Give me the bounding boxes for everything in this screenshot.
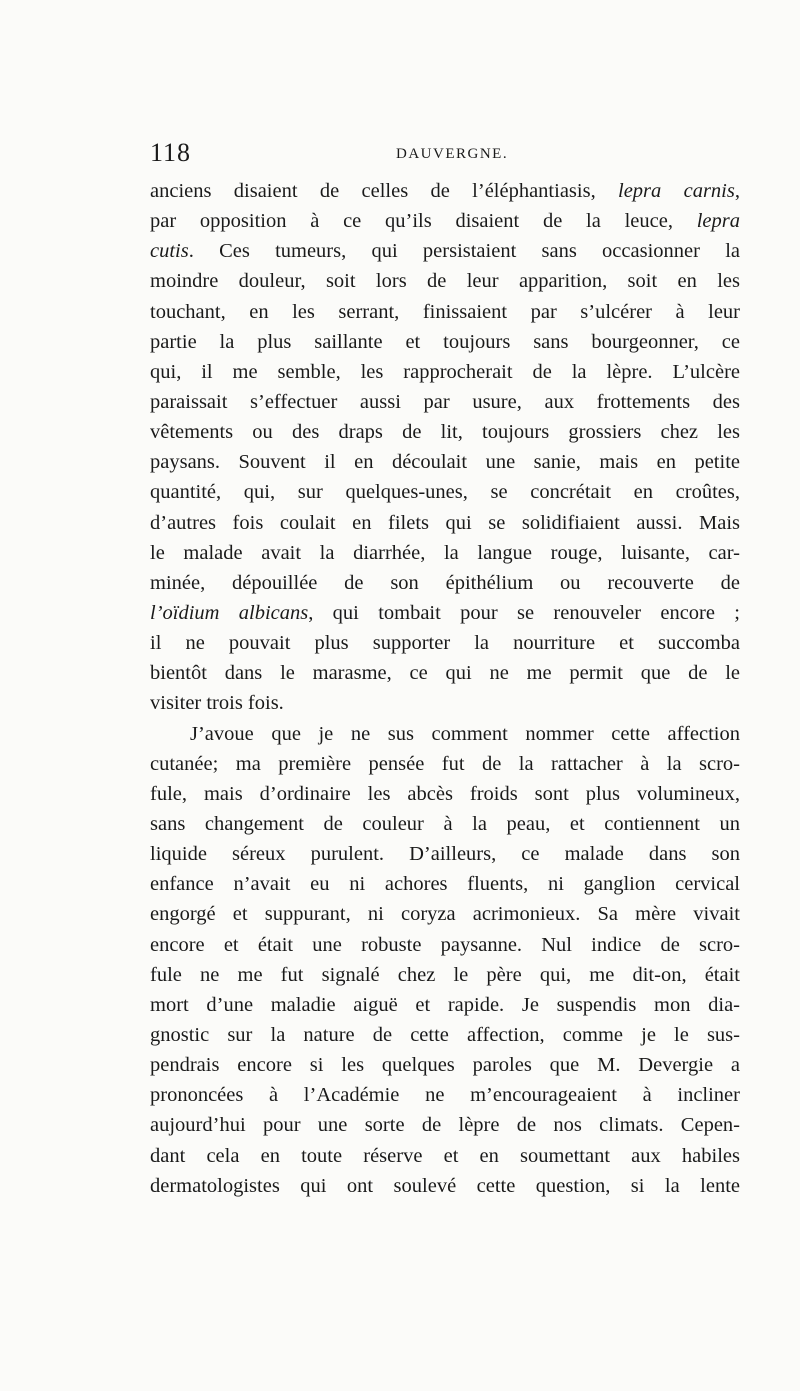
text-line: aujourd’hui pour une sorte de lèpre de nos climats. Cepen-	[150, 1114, 740, 1137]
text-line: qui, il me semble, les rapprocherait de la lèpre. L’ulcère	[150, 360, 740, 383]
page-header	[150, 138, 740, 168]
text-line: dant cela en toute réserve et en soumettant aux habiles	[150, 1144, 740, 1167]
running-head: DAUVERGNE.	[396, 146, 509, 162]
text-line: quantité, qui, sur quelques-unes, se concrétait en croûtes,	[150, 481, 740, 504]
text-line: liquide séreux purulent. D’ailleurs, ce malade dans son	[150, 843, 740, 866]
text-line: fule, mais d’ordinaire les abcès froids sont plus volumineux,	[150, 782, 740, 805]
text-line: dermatologistes qui ont soulevé cette question, si la lente	[150, 1174, 740, 1197]
text-line: visiter trois fois.	[150, 692, 284, 715]
text-line: touchant, en les serrant, finissaient par s’ulcérer à leur	[150, 300, 740, 323]
text-line: paraissait s’effectuer aussi par usure, aux frottements des	[150, 390, 740, 413]
text-line: cutanée; ma première pensée fut de la rattacher à la scro-	[150, 752, 740, 775]
text-line: moindre douleur, soit lors de leur apparition, soit en les	[150, 270, 740, 293]
text-line: J’avoue que je ne sus comment nommer cette affection	[190, 722, 740, 745]
text-line: minée, dépouillée de son épithélium ou recouverte de	[150, 571, 740, 594]
text-line: pendrais encore si les quelques paroles que M. Devergie a	[150, 1054, 740, 1077]
text-line: le malade avait la diarrhée, la langue rouge, luisante, car-	[150, 541, 740, 564]
text-line: encore et était une robuste paysanne. Nul indice de scro-	[150, 933, 740, 956]
text-line: paysans. Souvent il en découlait une sanie, mais en petite	[150, 451, 740, 474]
text-line: mort d’une maladie aiguë et rapide. Je suspendis mon dia-	[150, 993, 740, 1016]
text-line: d’autres fois coulait en filets qui se solidifiaient aussi. Mais	[150, 511, 740, 534]
text-line: partie la plus saillante et toujours sans bourgeonner, ce	[150, 330, 740, 353]
text-line: il ne pouvait plus supporter la nourriture et succomba	[150, 632, 740, 655]
text-line: vêtements ou des draps de lit, toujours grossiers chez les	[150, 421, 740, 444]
body-text	[150, 176, 740, 1201]
text-line: prononcées à l’Académie ne m’encourageaient à incliner	[150, 1084, 740, 1107]
text-line: anciens disaient de celles de l’éléphantiasis, lepra carnis,	[150, 180, 740, 202]
text-line: bientôt dans le marasme, ce qui ne me permit que de le	[150, 662, 740, 685]
text-line: fule ne me fut signalé chez le père qui, me dit-on, était	[150, 963, 740, 986]
text-line: sans changement de couleur à la peau, et contiennent un	[150, 812, 740, 835]
text-line: gnostic sur la nature de cette affection, comme je le sus-	[150, 1023, 740, 1046]
text-line: engorgé et suppurant, ni coryza acrimonieux. Sa mère vivait	[150, 903, 740, 926]
text-line: enfance n’avait eu ni achores fluents, ni ganglion cervical	[150, 873, 740, 896]
text-line: cutis. Ces tumeurs, qui persistaient sans occasionner la	[150, 240, 740, 263]
text-line: par opposition à ce qu’ils disaient de la leuce, lepra	[150, 210, 740, 233]
page-number: 118	[150, 138, 192, 167]
text-line: l’oïdium albicans, qui tombait pour se renouveler encore ;	[150, 601, 740, 624]
